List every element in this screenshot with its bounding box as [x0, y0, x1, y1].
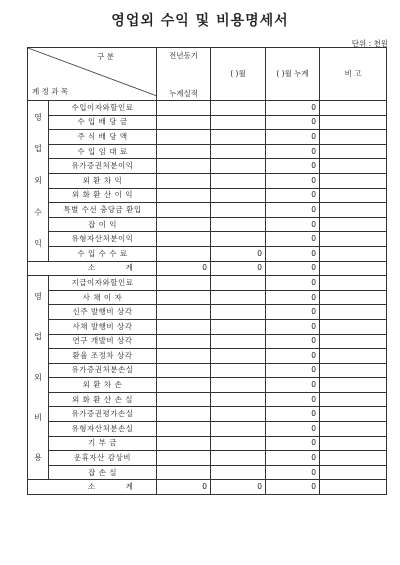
account-name: 수입이자와할인료: [49, 101, 157, 116]
month-value: [211, 276, 266, 291]
table-row: [28, 334, 387, 349]
subtotal-month: 0: [211, 480, 266, 495]
cumulative-value: 0: [266, 130, 320, 145]
table-row: [28, 203, 387, 218]
header-prev-bottom: 누계실적: [169, 89, 198, 98]
table-row: [28, 407, 387, 422]
month-value: [211, 101, 266, 116]
remark-cell: [320, 246, 387, 261]
prev-value: [157, 101, 211, 116]
month-value: [211, 173, 266, 188]
month-value: [211, 422, 266, 437]
account-name: 외 환 차 익: [49, 173, 157, 188]
account-name: 신주 발행비 상각: [49, 305, 157, 320]
remark-cell: [320, 451, 387, 466]
month-value: [211, 232, 266, 247]
remark-cell: [320, 334, 387, 349]
account-name: 특별 수선 충당금 환입: [49, 203, 157, 218]
header-row: [28, 48, 387, 101]
remark-cell: [320, 319, 387, 334]
account-name: 수 입 임 대 료: [49, 144, 157, 159]
section-char: 비: [34, 412, 42, 422]
income-subtotal-row: [28, 261, 387, 276]
table-row: [28, 276, 387, 291]
prev-value: [157, 422, 211, 437]
cumulative-value: 0: [266, 363, 320, 378]
income-section-label: [28, 101, 49, 262]
prev-value: [157, 276, 211, 291]
prev-value: [157, 159, 211, 174]
account-name: 연구 개발비 상각: [49, 334, 157, 349]
section-char: 외: [34, 175, 42, 185]
cumulative-value: 0: [266, 276, 320, 291]
subtotal-prev: 0: [157, 480, 211, 495]
account-name: 사 채 이 자: [49, 290, 157, 305]
remark-cell: [320, 101, 387, 116]
cumulative-value: 0: [266, 407, 320, 422]
cumulative-value: 0: [266, 144, 320, 159]
header-remark: 비 고: [320, 48, 387, 101]
header-month: ( )월: [211, 48, 266, 101]
table-row: [28, 465, 387, 480]
table-row: [28, 159, 387, 174]
month-value: [211, 159, 266, 174]
header-cumulative: ( )월 누계: [266, 48, 320, 101]
section-char: 업: [34, 332, 42, 342]
subtotal-cumulative: 0: [266, 480, 320, 495]
remark-cell: [320, 363, 387, 378]
account-name: 유가증권평가손실: [49, 407, 157, 422]
prev-value: [157, 290, 211, 305]
remark-cell: [320, 173, 387, 188]
section-char: 용: [34, 453, 42, 463]
remark-cell: [320, 480, 387, 495]
account-name: 외 환 차 손: [49, 378, 157, 393]
month-value: [211, 130, 266, 145]
account-name: 잡 이 익: [49, 217, 157, 232]
month-value: [211, 319, 266, 334]
cumulative-value: 0: [266, 334, 320, 349]
unit-label: 단위 : 천원: [351, 39, 388, 48]
expense-subtotal-row: [28, 480, 387, 495]
prev-value: [157, 363, 211, 378]
month-value: 0: [211, 246, 266, 261]
table-row: [28, 173, 387, 188]
remark-cell: [320, 232, 387, 247]
table-row: [28, 363, 387, 378]
expense-section-label: [28, 276, 49, 480]
prev-value: [157, 436, 211, 451]
prev-value: [157, 232, 211, 247]
cumulative-value: 0: [266, 101, 320, 116]
account-name: 수 입 배 당 금: [49, 115, 157, 130]
remark-cell: [320, 290, 387, 305]
remark-cell: [320, 115, 387, 130]
month-value: [211, 349, 266, 364]
table-row: [28, 290, 387, 305]
cumulative-value: 0: [266, 188, 320, 203]
account-name: 사채 발행비 상각: [49, 319, 157, 334]
account-name: 유가증권처분손실: [49, 363, 157, 378]
account-name: 지급이자와할인료: [49, 276, 157, 291]
prev-value: [157, 319, 211, 334]
remark-cell: [320, 305, 387, 320]
header-diagonal-cell: [28, 48, 157, 101]
cumulative-value: 0: [266, 290, 320, 305]
table-row: [28, 188, 387, 203]
prev-value: [157, 305, 211, 320]
prev-value: [157, 334, 211, 349]
subtotal-month: 0: [211, 261, 266, 276]
cumulative-value: 0: [266, 203, 320, 218]
month-value: [211, 392, 266, 407]
table-row: [28, 392, 387, 407]
account-name: 환율 조정차 상각: [49, 349, 157, 364]
prev-value: [157, 451, 211, 466]
cumulative-value: 0: [266, 232, 320, 247]
month-value: [211, 217, 266, 232]
table-row: [28, 422, 387, 437]
prev-value: [157, 217, 211, 232]
account-name: 주 식 배 당 액: [49, 130, 157, 145]
month-value: [211, 334, 266, 349]
prev-value: [157, 130, 211, 145]
cumulative-value: 0: [266, 246, 320, 261]
prev-value: [157, 246, 211, 261]
cumulative-value: 0: [266, 217, 320, 232]
prev-value: [157, 392, 211, 407]
statement-table: [27, 47, 387, 495]
cumulative-value: 0: [266, 115, 320, 130]
header-account: 계 정 과 목: [32, 87, 69, 96]
subtotal-cumulative: 0: [266, 261, 320, 276]
month-value: [211, 363, 266, 378]
month-value: [211, 115, 266, 130]
remark-cell: [320, 392, 387, 407]
account-name: 수 입 수 수 료: [49, 246, 157, 261]
table-row: [28, 305, 387, 320]
remark-cell: [320, 349, 387, 364]
prev-value: [157, 144, 211, 159]
cumulative-value: 0: [266, 159, 320, 174]
month-value: [211, 144, 266, 159]
account-name: 잡 손 실: [49, 465, 157, 480]
remark-cell: [320, 407, 387, 422]
remark-cell: [320, 261, 387, 276]
cumulative-value: 0: [266, 319, 320, 334]
account-name: 유가증권처분이익: [49, 159, 157, 174]
account-name: 외 화 환 산 손 실: [49, 392, 157, 407]
month-value: [211, 451, 266, 466]
header-prev-year: [157, 48, 211, 101]
account-name: 외 화 환 산 이 익: [49, 188, 157, 203]
table-row: [28, 101, 387, 116]
table-row: [28, 349, 387, 364]
account-name: 기 부 금: [49, 436, 157, 451]
cumulative-value: 0: [266, 349, 320, 364]
remark-cell: [320, 159, 387, 174]
header-category: 구 분: [97, 52, 114, 61]
remark-cell: [320, 276, 387, 291]
account-name: 운휴자산 감상비: [49, 451, 157, 466]
account-name: 유형자산처분손실: [49, 422, 157, 437]
table-row: [28, 378, 387, 393]
table-row: [28, 144, 387, 159]
month-value: [211, 378, 266, 393]
prev-value: [157, 465, 211, 480]
month-value: [211, 465, 266, 480]
prev-value: [157, 407, 211, 422]
remark-cell: [320, 188, 387, 203]
remark-cell: [320, 465, 387, 480]
section-char: 익: [34, 239, 42, 249]
month-value: [211, 188, 266, 203]
header-prev-top: 전년동기: [169, 51, 198, 60]
subtotal-label: 소 계: [28, 261, 157, 276]
prev-value: [157, 115, 211, 130]
section-char: 영: [34, 292, 42, 301]
prev-value: [157, 188, 211, 203]
cumulative-value: 0: [266, 436, 320, 451]
remark-cell: [320, 217, 387, 232]
section-char: 업: [34, 144, 42, 154]
remark-cell: [320, 378, 387, 393]
cumulative-value: 0: [266, 422, 320, 437]
prev-value: [157, 173, 211, 188]
prev-value: [157, 349, 211, 364]
table-row: [28, 436, 387, 451]
cumulative-value: 0: [266, 451, 320, 466]
prev-value: [157, 203, 211, 218]
month-value: [211, 203, 266, 218]
remark-cell: [320, 436, 387, 451]
prev-value: [157, 378, 211, 393]
remark-cell: [320, 203, 387, 218]
table-row: [28, 232, 387, 247]
subtotal-label: 소 계: [28, 480, 157, 495]
table-row: [28, 115, 387, 130]
month-value: [211, 407, 266, 422]
table-row: [28, 130, 387, 145]
account-name: 유형자산처분이익: [49, 232, 157, 247]
table-row: [28, 319, 387, 334]
month-value: [211, 305, 266, 320]
table-row: [28, 217, 387, 232]
table-row: [28, 451, 387, 466]
section-char: 수: [34, 207, 42, 217]
remark-cell: [320, 130, 387, 145]
section-char: 영: [34, 112, 42, 122]
subtotal-prev: 0: [157, 261, 211, 276]
document-title: 영업외 수익 및 비용명세서: [111, 13, 289, 29]
remark-cell: [320, 422, 387, 437]
table-row: [28, 246, 387, 261]
cumulative-value: 0: [266, 173, 320, 188]
month-value: [211, 436, 266, 451]
cumulative-value: 0: [266, 465, 320, 480]
month-value: [211, 290, 266, 305]
section-char: 외: [34, 372, 42, 382]
cumulative-value: 0: [266, 378, 320, 393]
cumulative-value: 0: [266, 392, 320, 407]
cumulative-value: 0: [266, 305, 320, 320]
remark-cell: [320, 144, 387, 159]
